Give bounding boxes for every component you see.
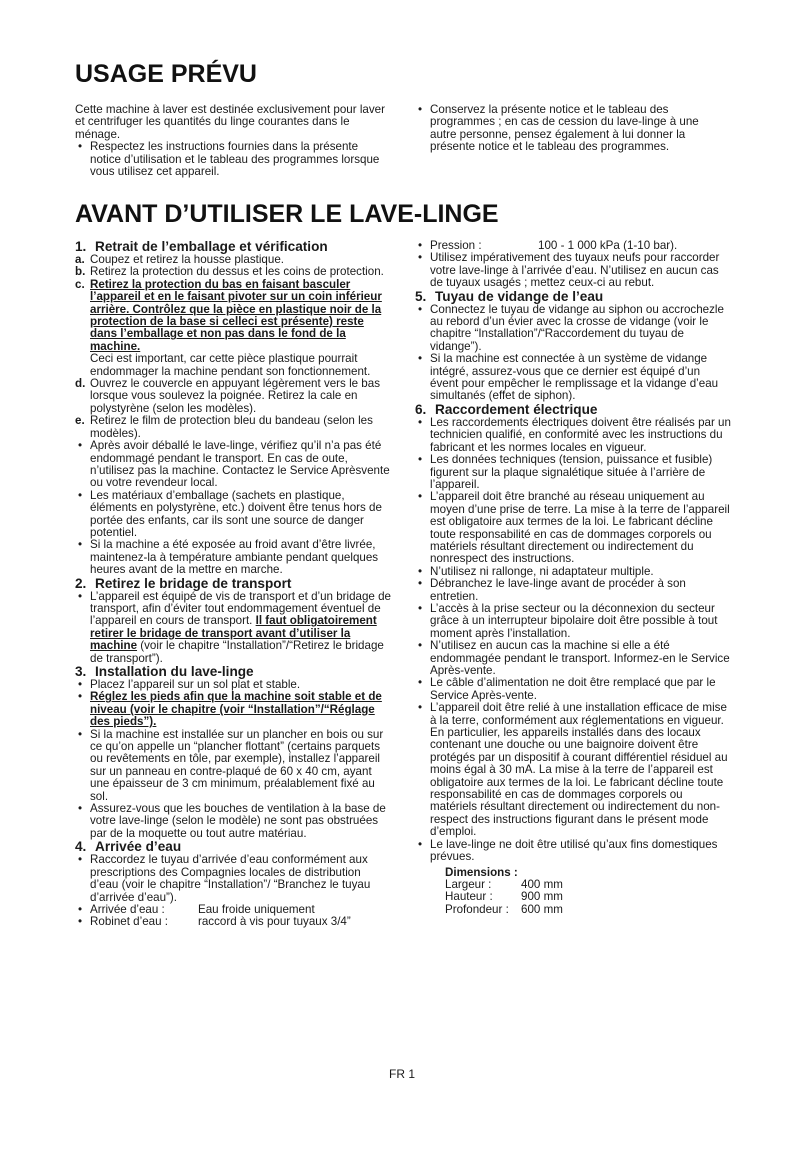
bullet: • Les données techniques (tension, puissance et fusible) figurent sur la plaque signalétique située à l’arrière de l’appareil. <box>415 454 731 491</box>
step-label: a. <box>75 253 85 266</box>
bullet: • L’accès à la prise secteur ou la déconnexion du secteur grâce à un interrupteur bipolaire doit être possible à tout moment après l’installation. <box>415 603 731 640</box>
bullet: • N’utilisez ni rallonge, ni adaptateur multiple. <box>415 566 731 578</box>
bullet: • Les matériaux d’emballage (sachets en plastique, éléments en polystyrène, etc.) doivent être tenus hors de portée des enfants, car ils sont une source de danger potentiel. <box>75 490 391 540</box>
section-1-heading <box>75 240 391 254</box>
bullet: • Placez l’appareil sur un sol plat et stable. <box>75 679 391 691</box>
step-text: Ouvrez le couvercle en appuyant légèrement vers le bas lorsque vous soulevez la poignée. Retirez la cale en polystyrène (selon les modèles). <box>90 377 381 415</box>
dimension-value: 400 mm <box>521 877 563 891</box>
section-number: 3. <box>75 664 87 679</box>
usage-intro: Cette machine à laver est destinée exclusivement pour laver et centrifuger les quantités du linge courantes dans le ménage. <box>75 103 385 141</box>
spec-value: 100 - 1 000 kPa (1-10 bar). <box>538 239 678 252</box>
bullet: • L’appareil doit être relié à une installation efficace de mise à la terre, conformément aux réglementations en vigueur. En particulier, les appareils installés dans des locaux contenant une douche ou une baignoire doivent être protégés par un dispositif à courant différentiel résiduel au moins égal à 30 mA. La mise à la terre de l’appareil est obligatoire aux termes de la loi. Le fabricant décline toute responsabilité en cas de dommages corporels ou matériels résultant directement ou indirectement du non-respect des instructions figurant dans le présent mode d’emploi. <box>415 702 731 838</box>
section-number: 5. <box>415 288 427 304</box>
step-label: d. <box>75 377 86 391</box>
bullet: • N’utilisez en aucun cas la machine si elle a été endommagée pendant le transport. Informez-en le Service Après-vente. <box>415 640 731 677</box>
section-3-heading <box>75 665 391 679</box>
bullet-text: L’appareil est équipé de vis de transport et d’un bridage de transport, afin d’éviter tout endommagement éventuel de l’appareil en cours de transport. <box>90 589 392 628</box>
section-title: Retrait de l’emballage et vérification <box>95 239 328 254</box>
dimension-key: Largeur : <box>445 877 492 891</box>
bullet: • L’appareil doit être branché au réseau uniquement au moyen d’une prise de terre. La mise à la terre de l’appareil est obligatoire aux termes de la loi. Le fabricant décline toute responsabilité en cas de dommages corporels ou matériels résultant directement ou indirectement du nonrespect des instructions. <box>415 491 731 565</box>
step-c <box>75 279 391 378</box>
dimension-value: 900 mm <box>521 890 563 904</box>
avant-left-column <box>75 240 391 929</box>
bullet: • Le câble d’alimentation ne doit être remplacé que par le Service Après-vente. <box>415 677 731 702</box>
section-6-heading <box>415 403 731 417</box>
bullet <box>75 591 391 665</box>
bullet: • Connectez le tuyau de vidange au siphon ou accrochezle au rebord d’un évier avec la crosse de vidange (voir le chapitre “Installation”/“Raccordement du tuyau de vidange”). <box>415 304 731 354</box>
section-4-heading <box>75 840 391 854</box>
bullet-text: (voir le chapitre “Installation”/“Retirez le bridage de transport”). <box>90 639 384 665</box>
step-text: Coupez et retirez la housse plastique. <box>90 253 284 266</box>
bullet: • Le lave-linge ne doit être utilisé qu’aux fins domestiques prévues. <box>415 839 731 864</box>
page-number: FR 1 <box>389 1067 416 1081</box>
spec-key: • Robinet d’eau : <box>90 915 168 929</box>
bullet: • Si la machine est connectée à un système de vidange intégré, assurez-vous que ce dernier est équipé d’un évent pour empêcher le remplissage et la vidange d’eau simultanés (effet de siphon). <box>415 353 731 403</box>
bullet: • Si la machine est installée sur un plancher en bois ou sur ce qu’on appelle un “plancher flottant” (certains parquets ou revêtements en tôle, par exemple), installez l’appareil sur un panneau en contre-plaqué de 60 x 40 cm, ayant une épaisseur de 3 cm minimum, préalablement fixé au sol. <box>75 729 391 803</box>
bullet: • Raccordez le tuyau d’arrivée d’eau conformément aux prescriptions des Compagnies locales de distribution d’eau (voir le chapitre “Installation”/ “Branchez le tuyau d’arrivée d’eau”). <box>75 854 391 904</box>
avant-right-column <box>415 240 731 916</box>
step-note: Ceci est important, car cette pièce plastique pourrait endommager la machine pendant son fonctionnement. <box>90 352 371 378</box>
bullet-warning-text: Il faut obligatoirement retirer le bridage de transport avant d’utiliser la machine <box>90 614 377 653</box>
spec-key: • Arrivée d’eau : <box>90 902 165 916</box>
bullet: • Les raccordements électriques doivent être réalisés par un technicien qualifié, en conformité avec les instructions du fabricant et les normes locales en vigueur. <box>415 417 731 454</box>
section-title: Installation du lave-linge <box>95 664 254 679</box>
step-label: c. <box>75 277 85 291</box>
step-text: Retirez la protection du dessus et les coins de protection. <box>90 265 384 279</box>
usage-left-column <box>75 104 385 178</box>
bullet: • Utilisez impérativement des tuyaux neufs pour raccorder votre lave-linge à l’arrivée d’eau. N’utilisez en aucun cas de tuyaux usagés ; mettez ceux-ci au rebut. <box>415 252 731 289</box>
avant-title: AVANT D’UTILISER LE LAVE-LINGE <box>75 200 499 228</box>
spec-key: • Pression : <box>430 239 482 252</box>
usage-title: USAGE PRÉVU <box>75 60 257 88</box>
step-d <box>75 378 391 415</box>
section-number: 4. <box>75 839 87 855</box>
bullet <box>75 691 391 728</box>
usage-bullet: • Conservez la présente notice et le tableau des programmes ; en cas de cession du lave-linge à une autre personne, pensez également à lui donner la présente notice et le tableau des programmes. <box>415 104 725 154</box>
spec-value: raccord à vis pour tuyaux 3/4” <box>198 915 351 929</box>
bullet: • Assurez-vous que les bouches de ventilation à la base de votre lave-linge (selon le modèle) ne sont pas obstruées par de la moquette ou tout autre matériau. <box>75 803 391 840</box>
dimension-value: 600 mm <box>521 902 563 916</box>
spec-row <box>75 916 391 928</box>
bullet: • Après avoir déballé le lave-linge, vérifiez qu’il n’a pas été endommagé pendant le transport. En cas de oute, n’utilisez pas la machine. Contactez le Service Aprèsvente ou votre revendeur local. <box>75 440 391 490</box>
dimension-key: Hauteur : <box>445 890 493 904</box>
bullet: • Débranchez le lave-linge avant de procéder à son entretien. <box>415 578 731 603</box>
usage-right-column <box>415 104 725 154</box>
section-number: 1. <box>75 239 87 254</box>
dimensions-title: Dimensions : <box>445 865 518 879</box>
section-title: Tuyau de vidange de l’eau <box>435 288 604 304</box>
section-title: Retirez le bridage de transport <box>95 575 292 591</box>
spec-value: Eau froide uniquement <box>198 902 315 916</box>
dimensions-table <box>415 867 731 917</box>
step-warning-text: Retirez la protection du bas en faisant basculer l’appareil et en le faisant pivoter sur un coin inférieur arrière. Contrôlez que la pièce en plastique noir de la protection de la base si celleci est présente) reste dans l’emballage et non pas dans le fond de la machine. <box>90 277 382 353</box>
step-text: Retirez le film de protection bleu du bandeau (selon les modèles). <box>90 414 373 440</box>
dimension-row <box>445 904 731 916</box>
step-label: e. <box>75 414 85 428</box>
section-number: 2. <box>75 575 87 591</box>
bullet-warning-text: Réglez les pieds afin que la machine soit stable et de niveau (voir le chapitre (voir “Installation”/“Réglage des pieds”). <box>90 690 382 729</box>
dimension-row <box>445 891 731 903</box>
section-title: Arrivée d’eau <box>95 839 182 855</box>
step-e <box>75 415 391 440</box>
usage-bullet: • Respectez les instructions fournies dans la présente notice d’utilisation et le tableau des programmes lorsque vous utilisez cet appareil. <box>75 141 385 178</box>
step-label: b. <box>75 265 86 279</box>
bullet: • Si la machine a été exposée au froid avant d’être livrée, maintenez-la à température ambiante pendant quelques heures avant de la mettre en marche. <box>75 539 391 576</box>
section-title: Raccordement électrique <box>435 401 598 417</box>
section-5-heading <box>415 290 731 304</box>
section-number: 6. <box>415 401 427 417</box>
section-2-heading <box>75 577 391 591</box>
dimension-key: Profondeur : <box>445 902 509 916</box>
